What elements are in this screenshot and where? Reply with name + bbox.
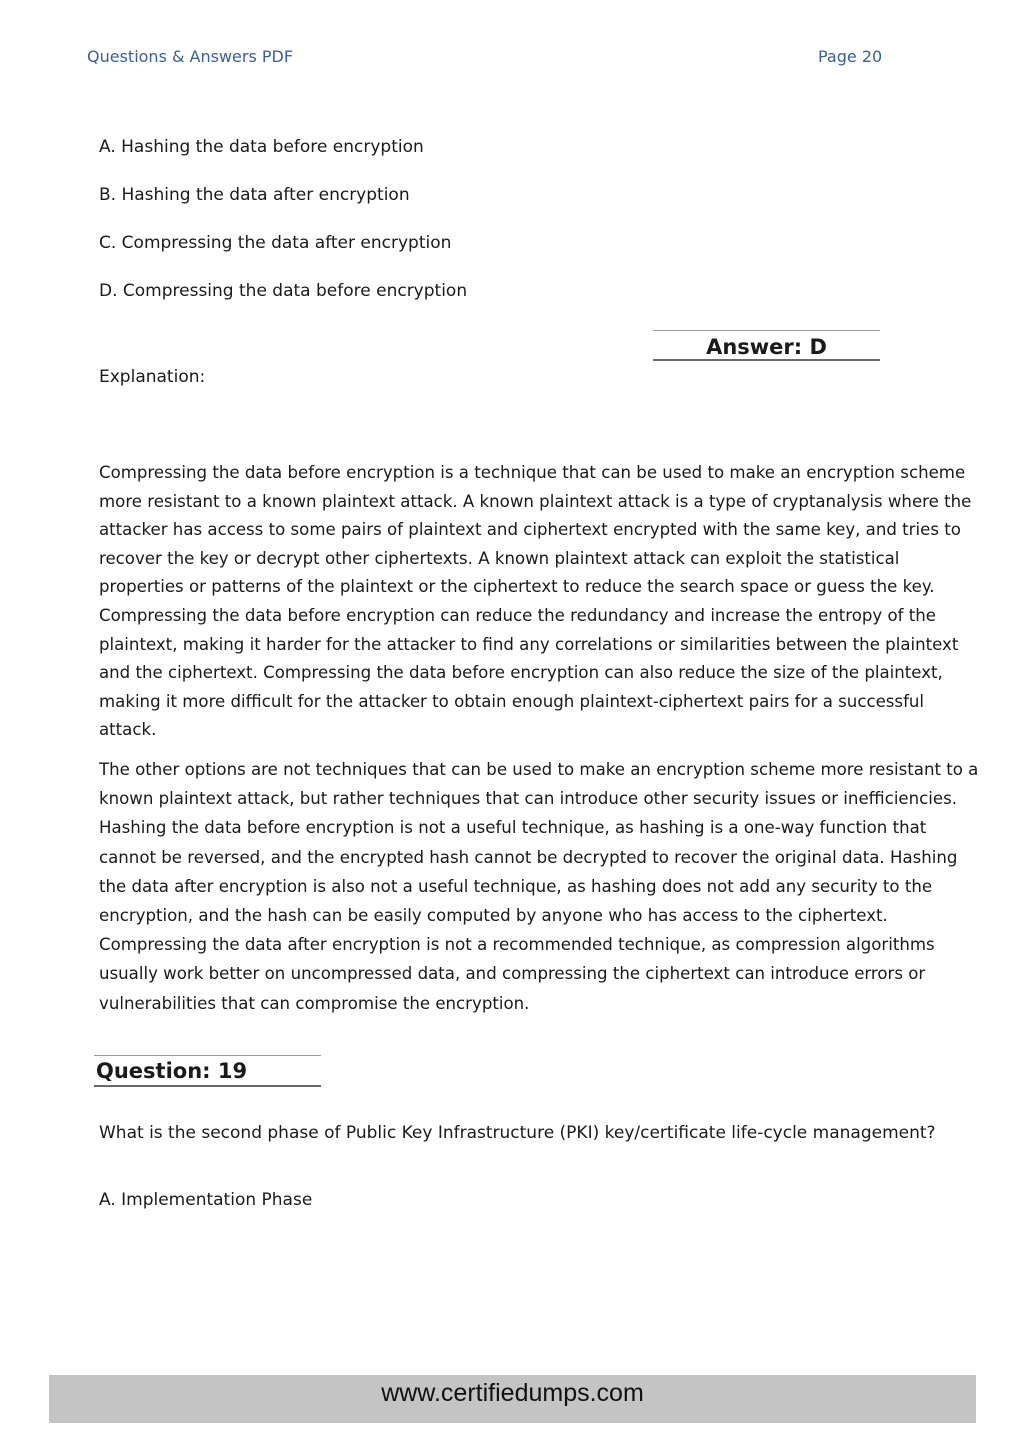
option-a: A. Hashing the data before encryption bbox=[99, 137, 424, 157]
option-d: D. Compressing the data before encryption bbox=[99, 281, 468, 301]
footer-banner bbox=[49, 1375, 976, 1423]
explanation-label: Explanation: bbox=[99, 367, 206, 387]
page-number: Page 20 bbox=[818, 47, 883, 66]
question-text: What is the second phase of Public Key Infrastructure (PKI) key/certificate life-cycle management? bbox=[99, 1123, 936, 1143]
explanation-paragraph-2: The other options are not techniques that can be used to make an encryption scheme more resistant to a known plaintext attack, but rather techniques that can introduce other security issues or inefficiencies. Hashing the data before encryption is not a useful technique, as hashing is a one-way function that cannot be reversed, and the encrypted hash cannot be decrypted to recover the original data. Hashing the data after encryption is also not a useful technique, as hashing does not add any security to the encryption, and the hash can be easily computed by anyone who has access to the ciphertext. Compressing the data after encryption is not a recommended technique, as compression algorithms usually work better on uncompressed data, and compressing the ciphertext can introduce errors or vulnerabilities that can compromise the encryption. bbox=[99, 760, 979, 1013]
option-c: C. Compressing the data after encryption bbox=[99, 233, 452, 253]
question-heading-box bbox=[94, 1055, 321, 1087]
footer-url[interactable]: www.certifiedumps.com bbox=[381, 1379, 644, 1407]
question-option-a: A. Implementation Phase bbox=[99, 1190, 313, 1210]
answer-label: Answer: D bbox=[706, 335, 827, 359]
answer-box bbox=[653, 330, 880, 361]
option-b: B. Hashing the data after encryption bbox=[99, 185, 410, 205]
explanation-paragraph-1: Compressing the data before encryption is a technique that can be used to make an encryption scheme more resistant to a known plaintext attack. A known plaintext attack is a type of cryptanalysis where the attacker has access to some pairs of plaintext and ciphertext encrypted with the same key, and tries to recover the key or decrypt other ciphertexts. A known plaintext attack can exploit the statistical properties or patterns of the plaintext or the ciphertext to reduce the search space or guess the key. Compressing the data before encryption can reduce the redundancy and increase the entropy of the plaintext, making it harder for the attacker to find any correlations or similarities between the plaintext and the ciphertext. Compressing the data before encryption can also reduce the size of the plaintext, making it more difficult for the attacker to obtain enough plaintext-ciphertext pairs for a successful attack. bbox=[99, 463, 972, 740]
question-heading: Question: 19 bbox=[96, 1059, 248, 1083]
header-title: Questions & Answers PDF bbox=[87, 47, 294, 66]
